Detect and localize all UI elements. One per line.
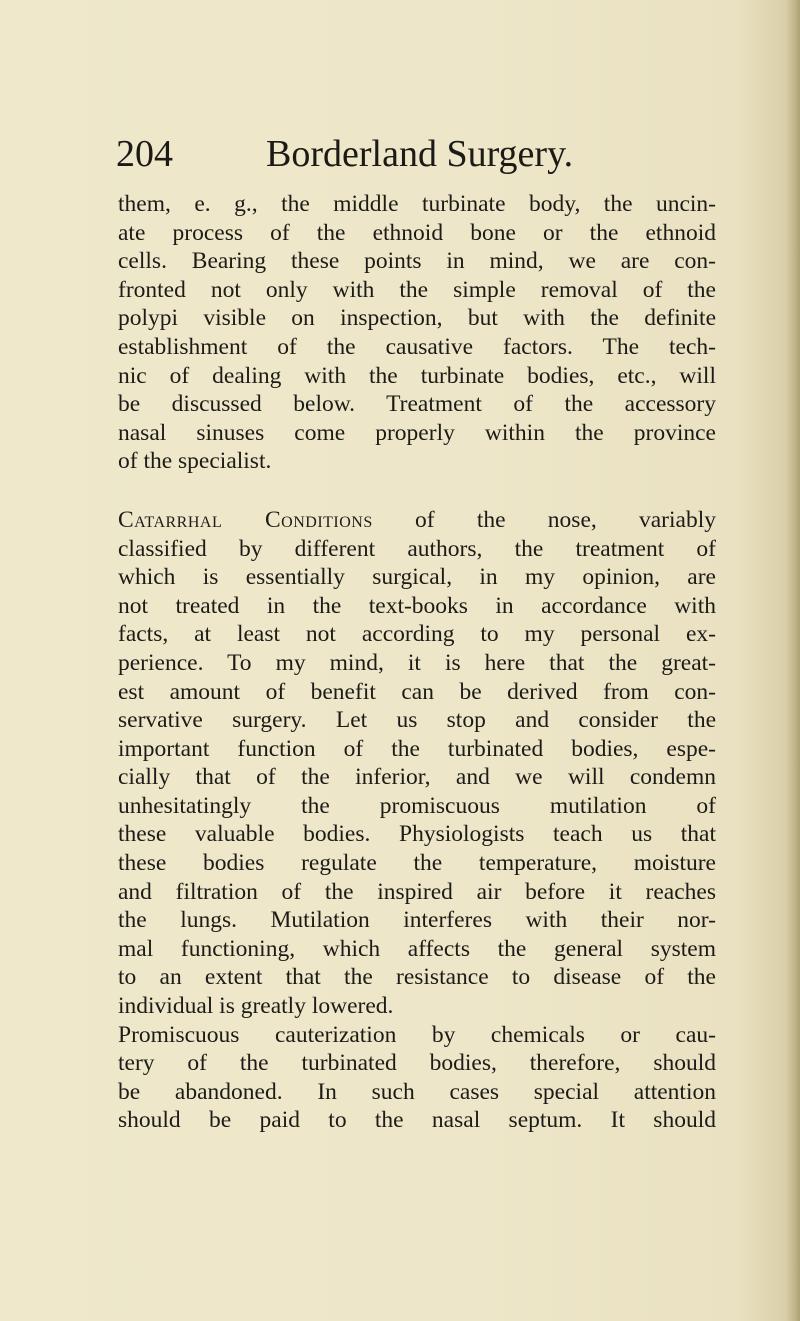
text-line: est amount of benefit can be derived from con- bbox=[118, 678, 716, 705]
text-line-lead bbox=[118, 506, 716, 535]
text-line: servative surgery. Let us stop and consider the bbox=[118, 707, 716, 734]
text-line: Promiscuous cauterization by chemicals or cau- bbox=[118, 1021, 716, 1048]
text-line: unhesitatingly the promiscuous mutilation of bbox=[118, 792, 716, 819]
text-line: to an extent that the resistance to disease of the bbox=[118, 964, 716, 991]
text-line: nic of dealing with the turbinate bodies, etc., will bbox=[118, 362, 716, 389]
text-line: perience. To my mind, it is here that the great- bbox=[118, 649, 716, 676]
paragraph-gap bbox=[118, 476, 716, 506]
text-line: be discussed below. Treatment of the accessory bbox=[118, 391, 716, 418]
text-line: be abandoned. In such cases special attention bbox=[118, 1078, 716, 1105]
text-line: not treated in the text-books in accordance with bbox=[118, 592, 716, 619]
page-number: 204 bbox=[116, 133, 173, 175]
text-line: cially that of the inferior, and we will condemn bbox=[118, 764, 716, 791]
running-title: Borderland Surgery. bbox=[266, 133, 574, 175]
text-line: polypi visible on inspection, but with the definite bbox=[118, 305, 716, 332]
text-line: important function of the turbinated bodies, espe- bbox=[118, 735, 716, 762]
text-line: them, e. g., the middle turbinate body, the uncin- bbox=[118, 191, 716, 217]
text-line: which is essentially surgical, in my opinion, are bbox=[118, 564, 716, 591]
text-line: tery of the turbinated bodies, therefore, should bbox=[118, 1050, 716, 1077]
text-line: mal functioning, which affects the general system bbox=[118, 935, 716, 962]
body-text bbox=[118, 190, 716, 1135]
page-edge-shadow bbox=[786, 0, 800, 1321]
lead-line-rest: of the nose, variably bbox=[372, 506, 716, 533]
text-line: these valuable bodies. Physiologists teach us that bbox=[118, 821, 716, 848]
text-line: fronted not only with the simple removal of the bbox=[118, 276, 716, 303]
text-line: and filtration of the inspired air before it reaches bbox=[118, 878, 716, 905]
paragraph-2 bbox=[118, 506, 716, 1021]
running-head bbox=[116, 126, 716, 182]
text-line: these bodies regulate the temperature, moisture bbox=[118, 850, 716, 877]
text-line: classified by different authors, the treatment of bbox=[118, 535, 716, 562]
text-line: should be paid to the nasal septum. It should bbox=[118, 1107, 716, 1134]
text-line: establishment of the causative factors. The tech- bbox=[118, 333, 716, 360]
text-line: nasal sinuses come properly within the province bbox=[118, 419, 716, 446]
text-line: of the specialist. bbox=[118, 448, 272, 475]
paragraph-1 bbox=[118, 190, 716, 476]
text-line: facts, at least not according to my personal ex- bbox=[118, 621, 716, 648]
text-line: ate process of the ethnoid bone or the ethnoid bbox=[118, 219, 716, 246]
text-line: individual is greatly lowered. bbox=[118, 993, 394, 1020]
text-line: the lungs. Mutilation interferes with their nor- bbox=[118, 907, 716, 934]
paragraph-3 bbox=[118, 1021, 716, 1135]
text-line: cells. Bearing these points in mind, we are con- bbox=[118, 248, 716, 275]
small-caps-lead-in: Catarrhal Conditions bbox=[118, 506, 373, 533]
